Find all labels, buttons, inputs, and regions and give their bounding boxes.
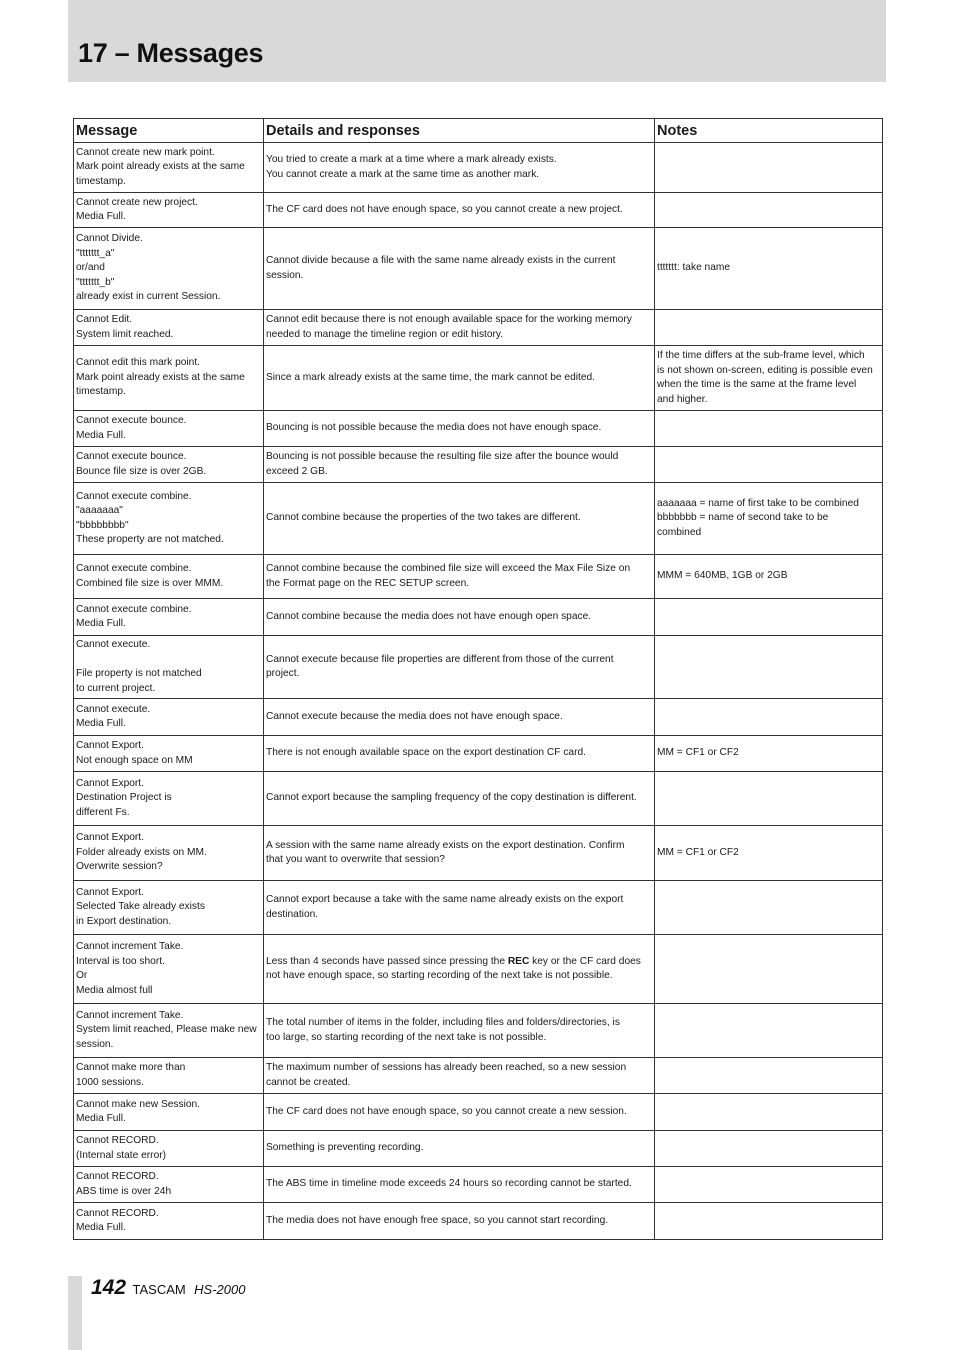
details-cell <box>264 483 655 555</box>
table-row <box>74 310 883 346</box>
cell-line: already exist in current Session. <box>76 291 221 303</box>
cell-line: "ttttttt_a" <box>76 247 115 259</box>
message-cell <box>74 1004 264 1058</box>
cell-line: Since a mark already exists at the same time, the mark cannot be edited. <box>266 371 595 383</box>
details-cell <box>264 826 655 881</box>
cell-line: The total number of items in the folder, including files and folders/directories, is <box>266 1017 620 1028</box>
column-header-details: Details and responses <box>264 119 655 143</box>
cell-line: or/and <box>76 262 105 274</box>
cell-line: Not enough space on MM <box>76 754 193 766</box>
cell-line: Media Full. <box>76 211 126 222</box>
cell-line: Cannot Export. <box>76 832 144 844</box>
cell-line: Media almost full <box>76 984 153 996</box>
cell-line: If the time differs at the sub-frame level, which <box>657 350 865 361</box>
table-row <box>74 772 883 826</box>
table-row <box>74 1094 883 1131</box>
cell-line: These property are not matched. <box>76 534 224 545</box>
cell-line: Media Full. <box>76 718 126 729</box>
notes-cell <box>655 1131 883 1167</box>
cell-line: Cannot export because the sampling frequency of the copy destination is different. <box>266 792 637 804</box>
cell-line: Cannot divide because a file with the same name already exists in the current <box>266 255 616 266</box>
chapter-title: 17 – Messages <box>78 38 264 68</box>
cell-line: Cannot combine because the media does not have enough open space. <box>266 610 592 622</box>
cell-line: Bounce file size is over 2GB. <box>76 465 207 477</box>
table-row <box>74 881 883 935</box>
cell-line: There is not enough available space on the export destination CF card. <box>266 747 586 759</box>
notes-cell <box>655 1203 883 1240</box>
cell-line: Cannot execute combine. <box>76 490 192 502</box>
message-cell <box>74 1058 264 1094</box>
cell-line: ABS time is over 24h <box>76 1185 172 1197</box>
details-cell <box>264 1058 655 1094</box>
cell-line: Cannot Export. <box>76 777 144 789</box>
cell-line: "ttttttt_b" <box>76 276 115 288</box>
cell-line: Cannot RECORD. <box>76 1207 159 1219</box>
cell-line: Mark point already exists at the same <box>76 161 245 173</box>
message-cell <box>74 1131 264 1167</box>
message-cell <box>74 483 264 555</box>
cell-line: Cannot increment Take. <box>76 1009 184 1021</box>
details-cell <box>264 1203 655 1240</box>
cell-line: Cannot Edit. <box>76 314 133 325</box>
notes-cell <box>655 411 883 447</box>
message-cell <box>74 143 264 193</box>
message-cell <box>74 1094 264 1131</box>
brand-name: TASCAM <box>132 1282 186 1297</box>
notes-cell <box>655 699 883 736</box>
details-cell <box>264 1131 655 1167</box>
cell-line: Cannot increment Take. <box>76 941 184 952</box>
cell-line: needed to manage the timeline region or edit history. <box>266 328 504 340</box>
message-cell <box>74 1203 264 1240</box>
cell-line: Bouncing is not possible because the media does not have enough space. <box>266 422 602 434</box>
details-cell <box>264 881 655 935</box>
cell-line: Interval is too short. <box>76 955 165 967</box>
cell-line: when the time is the same at the frame level <box>657 379 857 390</box>
cell-line: "bbbbbbbb" <box>76 519 129 531</box>
details-cell <box>264 1094 655 1131</box>
column-header-message: Message <box>74 119 264 143</box>
cell-line: and higher. <box>657 393 708 405</box>
notes-cell <box>655 772 883 826</box>
details-cell <box>264 447 655 483</box>
cell-line: Cannot execute. <box>76 703 151 715</box>
message-cell <box>74 636 264 699</box>
message-cell <box>74 772 264 826</box>
cell-line: Media Full. <box>76 1113 126 1124</box>
cell-line: System limit reached, Please make new <box>76 1024 257 1036</box>
notes-cell <box>655 1004 883 1058</box>
cell-line: Cannot edit because there is not enough available space for the working memory <box>266 314 632 325</box>
table-row <box>74 483 883 555</box>
header-band <box>68 0 886 82</box>
details-cell <box>264 310 655 346</box>
cell-line <box>266 955 652 970</box>
cell-line: Cannot Divide. <box>76 233 143 245</box>
cell-line: in Export destination. <box>76 915 172 927</box>
cell-line: Cannot create new project. <box>76 196 198 208</box>
model-name: HS-2000 <box>194 1282 246 1297</box>
notes-cell <box>655 1094 883 1131</box>
cell-line: Media Full. <box>76 429 126 441</box>
cell-line: Media Full. <box>76 618 126 629</box>
notes-cell <box>655 736 883 772</box>
notes-cell <box>655 599 883 636</box>
details-cell <box>264 193 655 228</box>
cell-line: not have enough space, so starting recording of the next take is not possible. <box>266 970 613 981</box>
cell-line: destination. <box>266 908 319 920</box>
cell-line: Cannot combine because the properties of the two takes are different. <box>266 512 581 524</box>
cell-line: 1000 sessions. <box>76 1076 144 1088</box>
details-cell <box>264 772 655 826</box>
cell-line: (Internal state error) <box>76 1149 167 1161</box>
notes-cell <box>655 881 883 935</box>
cell-line: The maximum number of sessions has already been reached, so a new session <box>266 1062 627 1073</box>
cell-line: File property is not matched <box>76 668 202 679</box>
notes-cell <box>655 193 883 228</box>
cell-line <box>76 653 261 668</box>
notes-cell <box>655 935 883 1004</box>
cell-line: Or <box>76 970 88 981</box>
details-cell <box>264 143 655 193</box>
table-row <box>74 736 883 772</box>
table-body <box>74 143 883 1240</box>
message-cell <box>74 881 264 935</box>
cell-text: key or the CF card does <box>529 955 641 967</box>
table-row <box>74 411 883 447</box>
cell-line: The media does not have enough free space, so you cannot start recording. <box>266 1214 609 1226</box>
cell-line: Something is preventing recording. <box>266 1142 424 1154</box>
cell-line: Cannot execute because file properties are different from those of the current <box>266 653 614 665</box>
notes-cell <box>655 483 883 555</box>
cell-line: Cannot execute combine. <box>76 563 192 574</box>
details-cell <box>264 346 655 411</box>
table-row <box>74 447 883 483</box>
cell-line: Combined file size is over MMM. <box>76 577 224 589</box>
table-row <box>74 636 883 699</box>
cell-line: bbbbbbb = name of second take to be <box>657 512 829 524</box>
cell-line: Cannot execute bounce. <box>76 451 187 462</box>
cell-line: Selected Take already exists <box>76 901 205 913</box>
message-cell <box>74 736 264 772</box>
cell-line: MM = CF1 or CF2 <box>657 747 739 759</box>
cell-line: aaaaaaa = name of first take to be combined <box>657 497 859 509</box>
message-cell <box>74 447 264 483</box>
cell-line: combined <box>657 526 702 538</box>
page-footer <box>91 1276 245 1300</box>
cell-line: session. <box>266 269 304 281</box>
cell-line: project. <box>266 668 300 679</box>
cell-line: System limit reached. <box>76 328 174 340</box>
cell-line: The CF card does not have enough space, so you cannot create a new session. <box>266 1105 627 1117</box>
cell-line: "aaaaaaa" <box>76 505 123 516</box>
notes-cell <box>655 1058 883 1094</box>
cell-line: Cannot combine because the combined file size will exceed the Max File Size on <box>266 563 631 574</box>
cell-line: Mark point already exists at the same <box>76 371 245 383</box>
cell-line: A session with the same name already exists on the export destination. Confirm <box>266 839 625 851</box>
cell-line: Cannot execute combine. <box>76 603 192 615</box>
cell-line: session. <box>76 1038 114 1050</box>
message-cell <box>74 555 264 599</box>
cell-line: Destination Project is <box>76 792 172 804</box>
message-cell <box>74 699 264 736</box>
cell-line: You cannot create a mark at the same time as another mark. <box>266 168 540 180</box>
cell-line: to current project. <box>76 682 156 694</box>
table-row <box>74 1203 883 1240</box>
cell-line: Folder already exists on MM. <box>76 846 207 858</box>
cell-text: Less than 4 seconds have passed since pressing the <box>266 955 508 967</box>
message-cell <box>74 228 264 310</box>
cell-line: Cannot execute bounce. <box>76 415 187 426</box>
cell-line: Cannot Export. <box>76 740 144 751</box>
messages-table <box>73 118 883 1240</box>
table-row <box>74 1131 883 1167</box>
table-row <box>74 935 883 1004</box>
cell-line: Bouncing is not possible because the resulting file size after the bounce would <box>266 451 619 462</box>
details-cell <box>264 736 655 772</box>
cell-line: The ABS time in timeline mode exceeds 24 hours so recording cannot be started. <box>266 1178 632 1190</box>
notes-cell <box>655 143 883 193</box>
message-cell <box>74 1167 264 1203</box>
cell-line: Cannot Export. <box>76 886 144 898</box>
table-row <box>74 346 883 411</box>
notes-cell <box>655 636 883 699</box>
cell-line: Cannot edit this mark point. <box>76 357 201 369</box>
notes-cell <box>655 1167 883 1203</box>
table-row <box>74 1058 883 1094</box>
notes-cell <box>655 826 883 881</box>
footer-bar <box>68 1276 82 1350</box>
message-cell <box>74 599 264 636</box>
cell-line: too large, so starting recording of the next take is not possible. <box>266 1031 547 1043</box>
message-cell <box>74 310 264 346</box>
cell-line: Cannot create new mark point. <box>76 146 215 158</box>
table-row <box>74 143 883 193</box>
table-row <box>74 599 883 636</box>
details-cell <box>264 1004 655 1058</box>
cell-line: Cannot execute. <box>76 639 151 650</box>
details-cell <box>264 636 655 699</box>
rec-key-label: REC <box>507 955 530 967</box>
cell-line: Cannot RECORD. <box>76 1171 159 1182</box>
cell-line: Cannot RECORD. <box>76 1135 159 1146</box>
column-header-notes: Notes <box>655 119 883 143</box>
message-cell <box>74 935 264 1004</box>
message-cell <box>74 346 264 411</box>
notes-cell <box>655 447 883 483</box>
cell-line: timestamp. <box>76 175 126 187</box>
cell-line: cannot be created. <box>266 1076 351 1088</box>
notes-cell <box>655 228 883 310</box>
message-cell <box>74 193 264 228</box>
cell-line: is not shown on-screen, editing is possible even <box>657 364 873 376</box>
cell-line: Cannot execute because the media does not have enough space. <box>266 710 563 722</box>
page-number: 142 <box>91 1276 127 1299</box>
notes-cell <box>655 555 883 599</box>
details-cell <box>264 599 655 636</box>
table-row <box>74 228 883 310</box>
notes-cell <box>655 310 883 346</box>
table-row <box>74 1167 883 1203</box>
cell-line: different Fs. <box>76 806 130 818</box>
message-cell <box>74 826 264 881</box>
cell-line: You tried to create a mark at a time where a mark already exists. <box>266 154 557 165</box>
cell-line: Cannot export because a take with the same name already exists on the export <box>266 894 624 905</box>
cell-line: ttttttt: take name <box>657 262 731 274</box>
cell-line: that you want to overwrite that session? <box>266 854 445 865</box>
table-row <box>74 699 883 736</box>
cell-line: Cannot make more than <box>76 1062 186 1073</box>
cell-line: Overwrite session? <box>76 861 163 873</box>
cell-line: exceed 2 GB. <box>266 465 328 477</box>
details-cell <box>264 411 655 447</box>
details-cell <box>264 1167 655 1203</box>
cell-line: Cannot make new Session. <box>76 1098 201 1110</box>
table-row <box>74 555 883 599</box>
table-row <box>74 826 883 881</box>
notes-cell <box>655 346 883 411</box>
details-cell <box>264 699 655 736</box>
table-row <box>74 193 883 228</box>
cell-line: the Format page on the REC SETUP screen. <box>266 577 470 589</box>
message-cell <box>74 411 264 447</box>
cell-line: The CF card does not have enough space, so you cannot create a new project. <box>266 203 623 215</box>
details-cell <box>264 228 655 310</box>
details-cell <box>264 555 655 599</box>
cell-line: Media Full. <box>76 1222 126 1233</box>
cell-line: MM = CF1 or CF2 <box>657 846 739 858</box>
table-row <box>74 1004 883 1058</box>
cell-line: timestamp. <box>76 386 126 398</box>
table-header-row <box>74 119 883 143</box>
details-cell <box>264 935 655 1004</box>
cell-line: MMM = 640MB, 1GB or 2GB <box>657 570 788 582</box>
